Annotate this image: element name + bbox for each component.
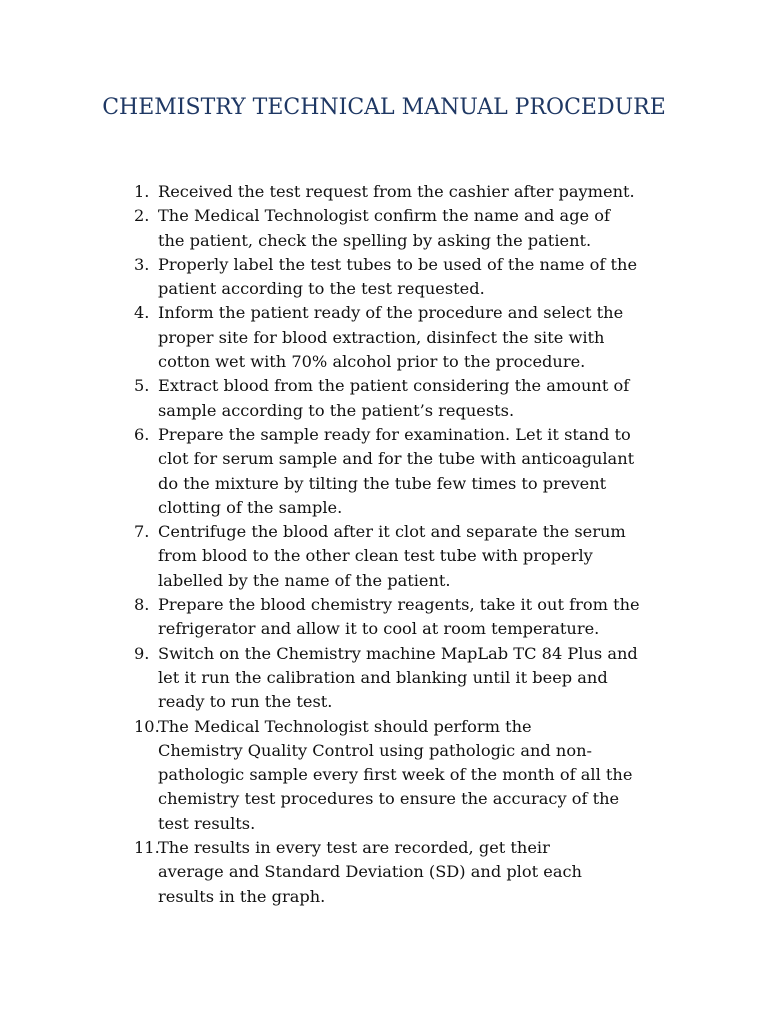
- step-text: Switch on the Chemistry machine MapLab TC 84 Plus and let it run the calibration and blanking until it beep and ready to run the test.: [158, 643, 638, 712]
- step-text: Prepare the blood chemistry reagents, take it out from the refrigerator and allow it to cool at room temperature.: [158, 595, 640, 639]
- procedure-step: [134, 520, 674, 593]
- step-text: Properly label the test tubes to be used of the name of the patient according to the test requested.: [158, 254, 638, 299]
- procedure-step: [134, 204, 674, 253]
- step-text: Prepare the sample ready for examination. Let it stand to clot for serum sample and for the tube with anticoagulant do the mixture by tilting the tube few times to prevent clotting of the sample.: [158, 424, 635, 517]
- step-number: 4.: [134, 303, 150, 323]
- page-title: CHEMISTRY TECHNICAL MANUAL PROCEDURE: [102, 95, 666, 120]
- procedure-step: [134, 180, 674, 204]
- step-number: 8.: [134, 595, 150, 615]
- step-number: 9.: [134, 643, 150, 663]
- step-number: 11.: [134, 838, 160, 858]
- procedure-step: [134, 715, 674, 836]
- procedure-step: [134, 642, 674, 715]
- procedure-step: [134, 593, 674, 642]
- step-text: The results in every test are recorded, get their average and Standard Deviation (SD) and plot each results in the graph.: [158, 838, 582, 906]
- step-number: 2.: [134, 206, 150, 226]
- step-number: 10.: [134, 716, 160, 736]
- step-number: 1.: [134, 182, 150, 201]
- procedure-step: [134, 423, 674, 520]
- procedure-step: [134, 301, 674, 374]
- step-number: 3.: [134, 254, 150, 274]
- step-text: Extract blood from the patient considering the amount of sample according to the patient’s requests.: [158, 376, 630, 420]
- step-text: The Medical Technologist confirm the name and age of the patient, check the spelling by asking the patient.: [158, 206, 611, 250]
- procedure-step: [134, 836, 674, 909]
- procedure-steps-list: [134, 180, 674, 909]
- step-text: Inform the patient ready of the procedure and select the proper site for blood extraction, disinfect the site with cotton wet with 70% alcohol prior to the procedure.: [158, 303, 624, 372]
- step-text: The Medical Technologist should perform the Chemistry Quality Control using pathologic and non- pathologic sample every first week of the month of all the chemistry test procedures to ensure the accuracy of the test results.: [158, 716, 633, 833]
- step-text: Centrifuge the blood after it clot and separate the serum from blood to the other clean test tube with properly labelled by the name of the patient.: [158, 522, 626, 590]
- procedure-step: [134, 374, 674, 423]
- step-text: Received the test request from the cashier after payment.: [158, 182, 635, 201]
- step-number: 5.: [134, 376, 150, 396]
- step-number: 6.: [134, 424, 150, 444]
- step-number: 7.: [134, 522, 150, 542]
- procedure-step: [134, 253, 674, 302]
